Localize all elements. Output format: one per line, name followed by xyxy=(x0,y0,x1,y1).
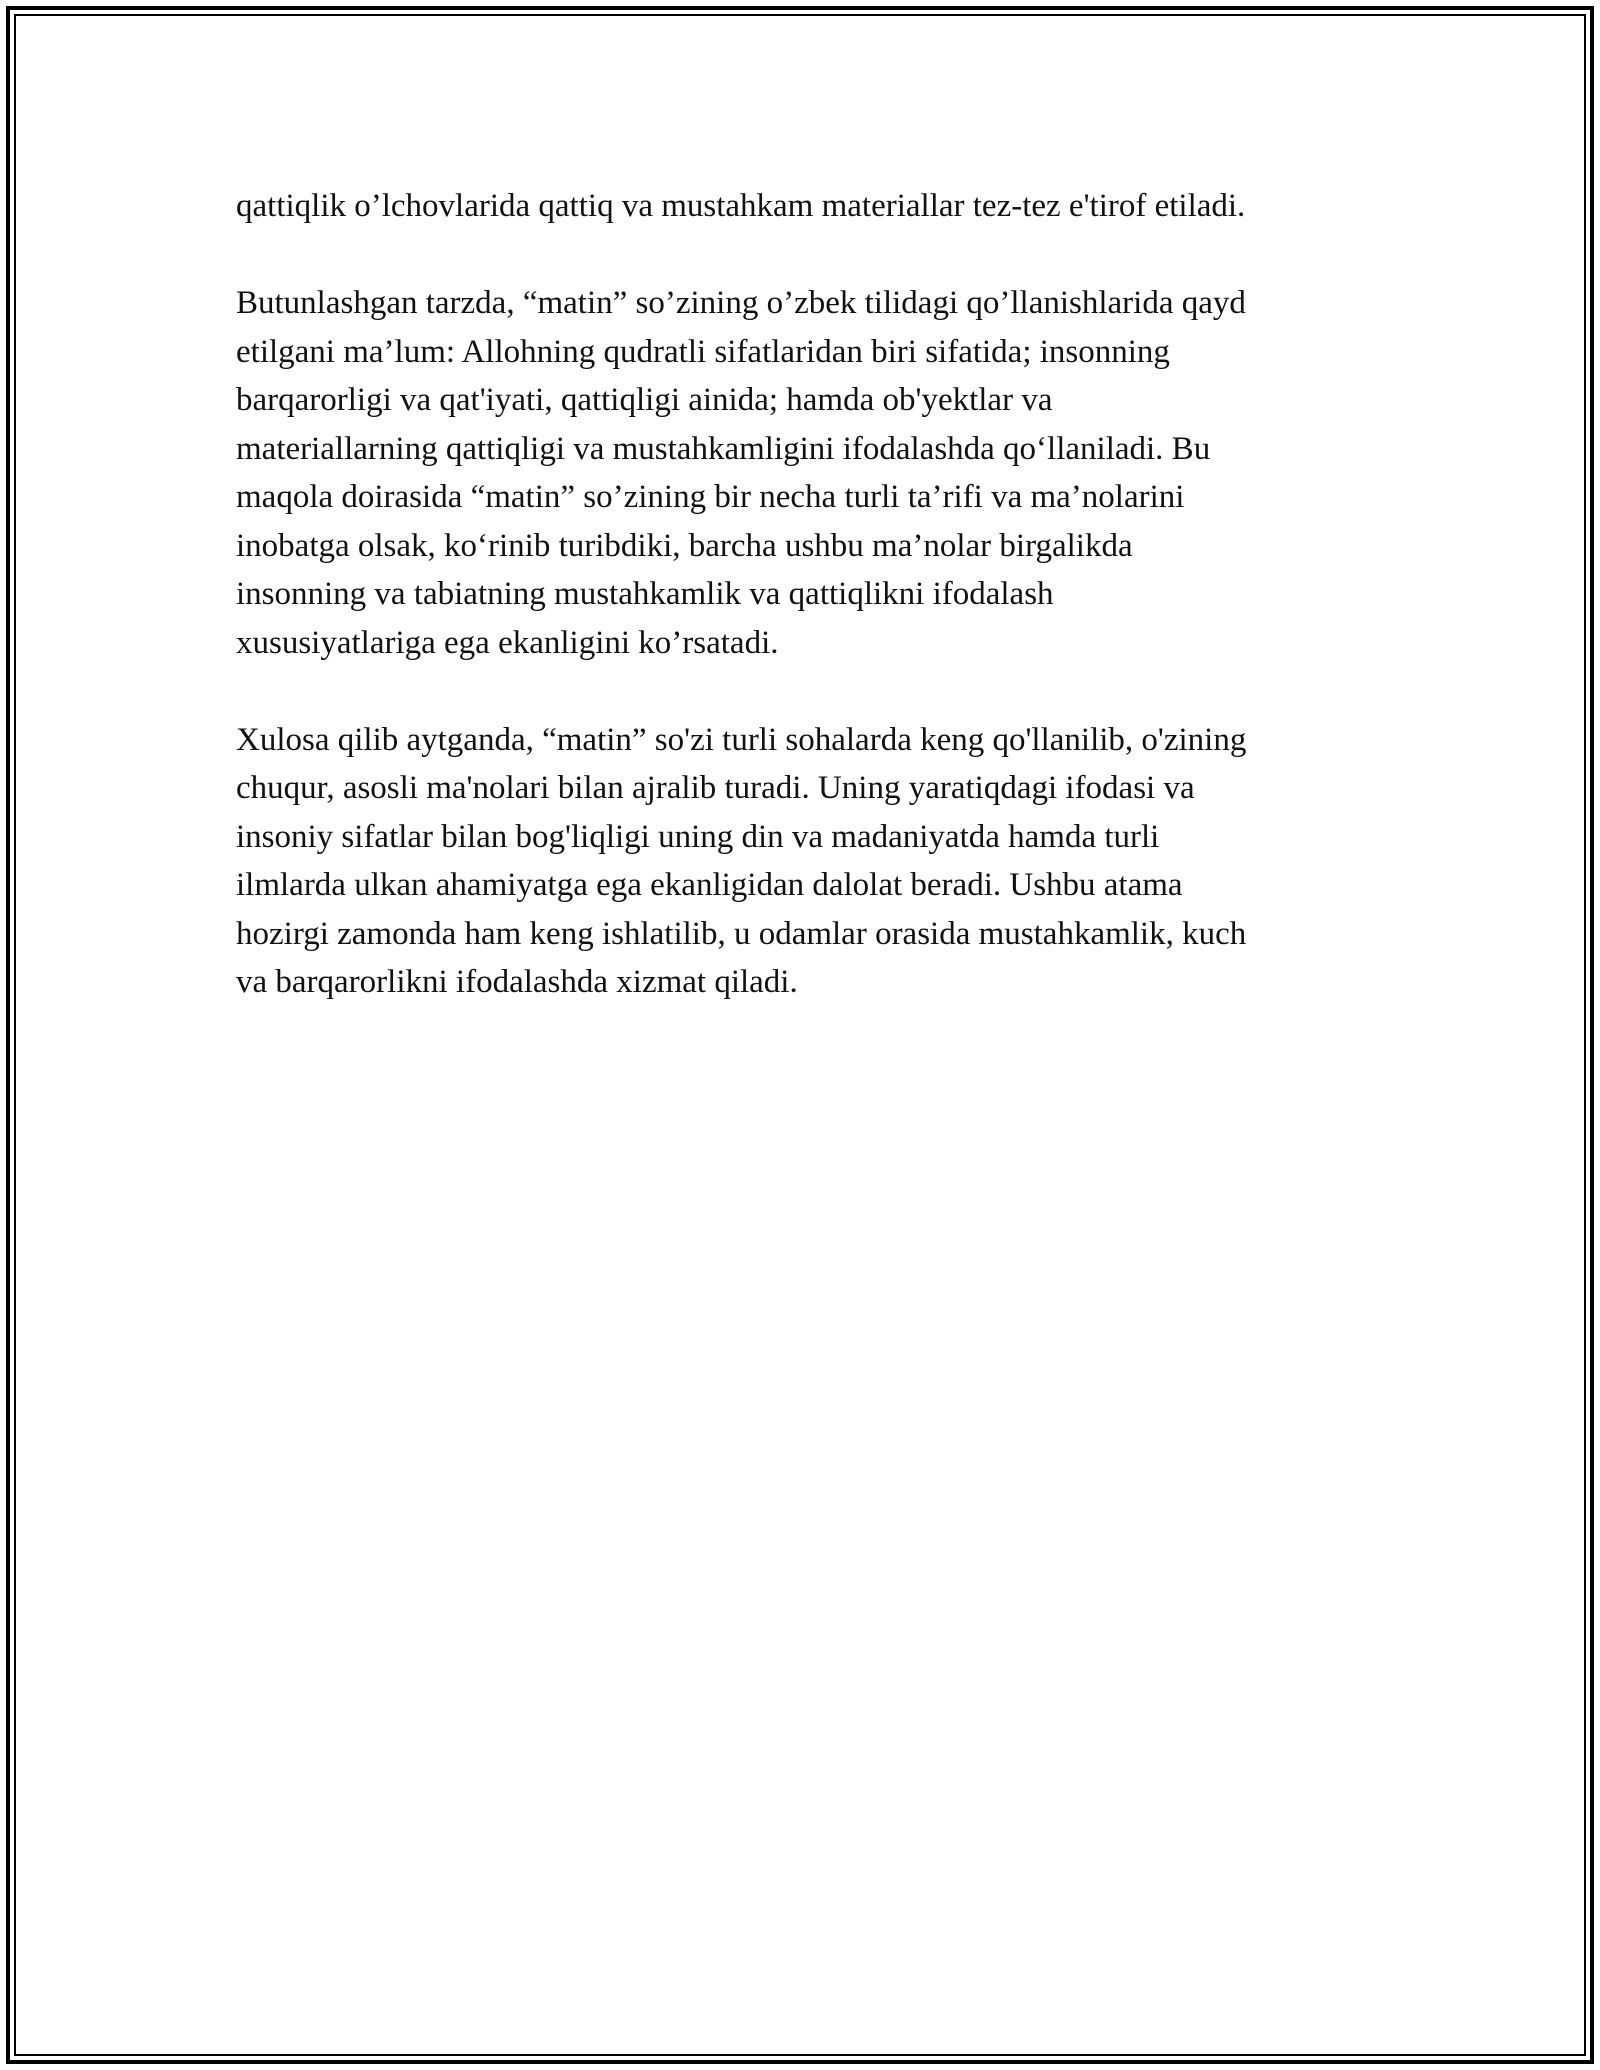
text-line: insoniy sifatlar bilan bog'liqligi uning din va madaniyatda hamda turli xyxy=(236,818,1160,855)
document-body xyxy=(236,182,1366,1055)
text-line: Butunlashgan tarzda, “matin” so’zining o’zbek tilidagi qo’llanishlarida qayd xyxy=(236,285,1246,321)
text-line: hozirgi zamonda ham keng ishlatilib, u odamlar orasida mustahkamlik, kuch xyxy=(236,915,1247,952)
text-line: ilmlarda ulkan ahamiyatga ega ekanligidan dalolat beradi. Ushbu atama xyxy=(236,867,1183,903)
paragraph-2 xyxy=(236,279,1366,667)
text-line: Xulosa qilib aytganda, “matin” so'zi turli sohalarda keng qo'llanilib, o'zining xyxy=(236,721,1247,758)
text-line: barqarorligi va qat'iyati, qattiqligi ainida; hamda ob'yektlar va xyxy=(236,382,1053,418)
paragraph-1 xyxy=(236,182,1366,231)
text-line: inobatga olsak, ko‘rinib turibdiki, barcha ushbu ma’nolar birgalikda xyxy=(236,527,1133,564)
text-line: materiallarning qattiqligi va mustahkamligini ifodalashda qo‘llaniladi. Bu xyxy=(236,430,1211,467)
text-line: chuqur, asosli ma'nolari bilan ajralib turadi. Uning yaratiqdagi ifodasi va xyxy=(236,770,1195,806)
text-line: xususiyatlariga ega ekanligini ko’rsatadi. xyxy=(236,624,779,661)
text-line: insonning va tabiatning mustahkamlik va qattiqlikni ifodalash xyxy=(236,576,1054,612)
text-line: qattiqlik o’lchovlarida qattiq va mustahkam materiallar tez-tez e'tirof etiladi. xyxy=(236,188,1246,224)
text-line: va barqarorlikni ifodalashda xizmat qiladi. xyxy=(236,964,798,1000)
paragraph-3 xyxy=(236,716,1366,1007)
text-line: maqola doirasida “matin” so’zining bir necha turli ta’rifi va ma’nolarini xyxy=(236,479,1185,515)
text-line: etilgani ma’lum: Allohning qudratli sifatlaridan biri sifatida; insonning xyxy=(236,333,1170,370)
